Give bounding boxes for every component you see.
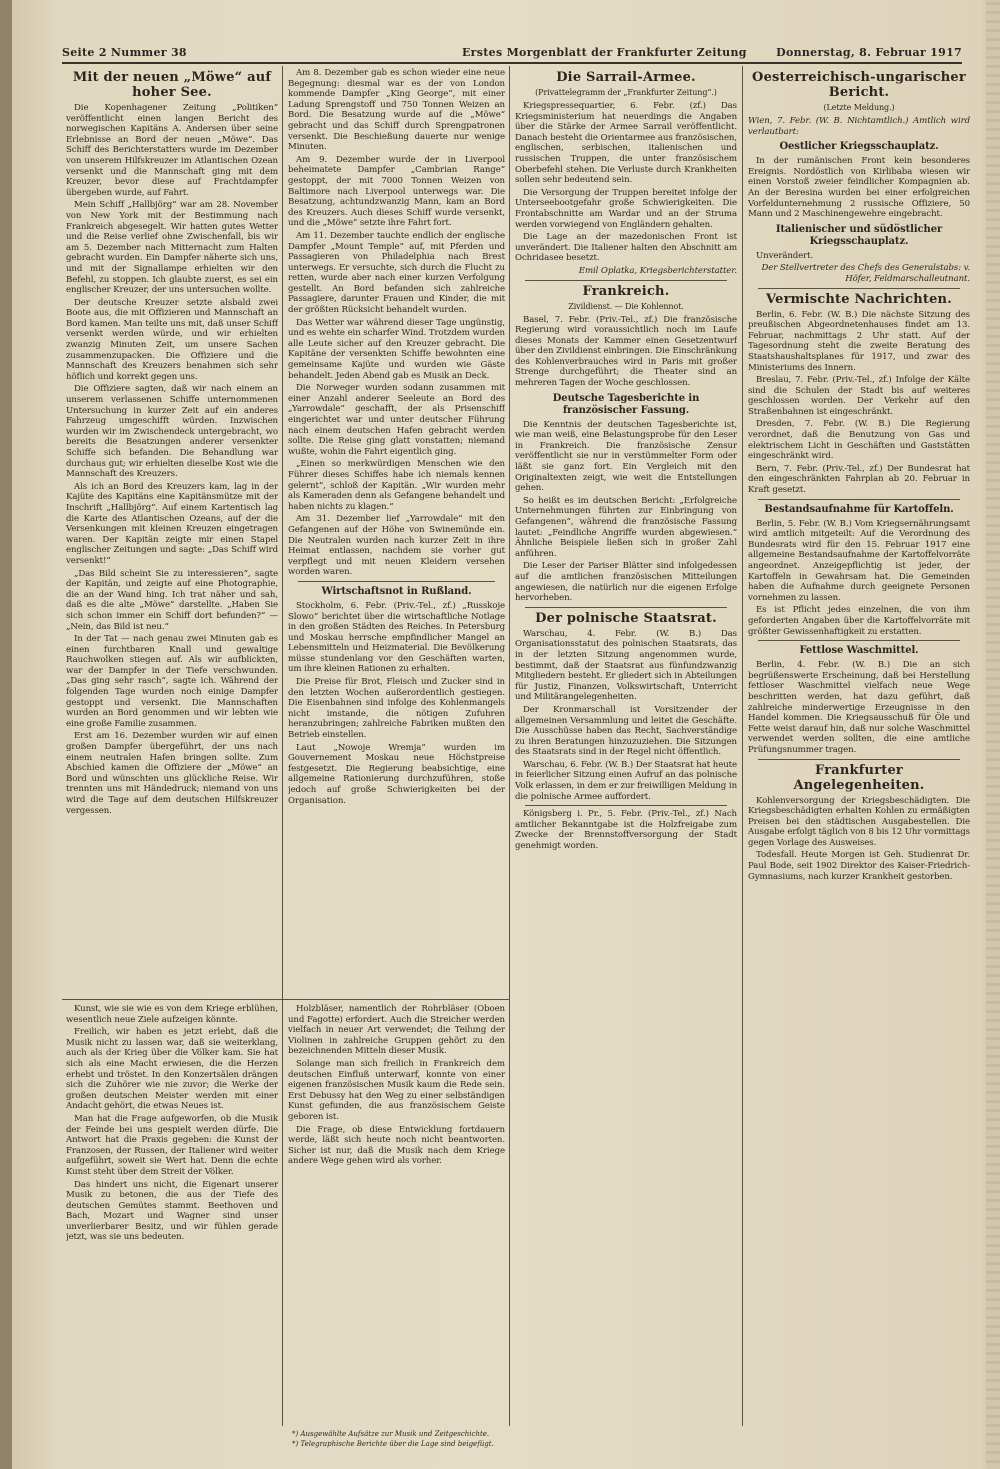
article-title-frankfurt: Frankfurter Angelegenheiten. [793, 762, 925, 793]
feuilleton-column-2 [288, 1004, 505, 1424]
section-divider [525, 280, 727, 281]
feuilleton-column-1 [66, 1004, 278, 1444]
page-edge [986, 0, 1000, 1469]
paragraph: Solange man sich freilich in Frankreich dem deutschen Einfluß unterwarf, konnte von einer eigenen französischen Musik kaum die Rede sein. Erst Debussy hat den Weg zu einer selbständigen Kunst gefunden, die aus französischem Geiste geboren ist. [288, 1058, 505, 1122]
article-subtitle: (Privattelegramm der „Frankfurter Zeitung“.) [535, 88, 717, 97]
column-4 [748, 68, 970, 1448]
paragraph: Der deutsche Kreuzer setzte alsbald zwei Boote aus, die mit Offizieren und Mannschaft an Bord kamen. Man teilte uns mit, daß unser Schiff versenkt werden würde, und wir erhielten zwanzig Minuten Zeit, um unsere Sachen zusammenzupacken. Die Offiziere und die Mannschaft des Kreuzers benahmen sich sehr höflich und korrekt gegen uns. [66, 297, 278, 382]
paragraph: Man hat die Frage aufgeworfen, ob die Musik der Feinde bei uns gespielt werden dürfe. Die Antwort hat die Praxis gegeben: die Kunst der Franzosen, der Russen, der Italiener wird weiter aufgeführt, soweit sie Wert hat. Denn die echte Kunst steht über dem Streit der Völker. [66, 1113, 278, 1177]
paragraph: Holzbläser, namentlich der Rohrbläser (Oboen und Fagotte) erfordert. Auch die Streicher werden vielfach in neuer Art verwendet; die Teilung der Violinen in zahlreiche Gruppen gehört zu den bezeichnenden Mitteln dieser Musik. [288, 1004, 505, 1057]
article-title-sarrail: Die Sarrail-Armee. [556, 70, 696, 85]
paragraph: Als ich an Bord des Kreuzers kam, lag in der Kajüte des Kapitäns eine Kapitänsmütze mit der Inschrift „Hallbjörg“. Auf einem Kartentisch lag die Karte des Atlantischen Ozeans, auf der die Versenkungen mit kleinen Kreuzen eingetragen waren. Der Kapitän zeigte mir einen Stapel englischer Zeitungen und sagte: „Das Schiff wird versenkt!“ [66, 481, 278, 566]
article-title-moewe: Mit der neuen „Möwe“ auf hoher See. [72, 70, 272, 100]
paragraph: Stockholm, 6. Febr. (Priv.-Tel., zf.) „Russkoje Slowo“ berichtet über die wirtschaftliche Notlage in den großen Städten des Reiches. In Petersburg und Moskau herrsche empfindlicher Mangel an Lebensmitteln und Heizmaterial. Die Bevölkerung müsse stundenlang vor den Geschäften warten, um ihre kleinen Rationen zu erhalten. [288, 600, 505, 675]
paragraph: Kohlenversorgung der Kriegsbeschädigten. Die Kriegsbeschädigten erhalten Kohlen zu ermäßigten Preisen bei den städtischen Ausgabestellen. Die Ausgabe erfolgt täglich von 8 bis 12 Uhr vormittags gegen Vorlage des Ausweises. [748, 795, 970, 848]
paragraph: Laut „Nowoje Wremja“ wurden im Gouvernement Moskau neue Höchstpreise festgesetzt. Die Regierung beabsichtige, eine allgemeine Rationierung durchzuführen, stoße jedoch auf große Schwierigkeiten bei der Organisation. [288, 742, 505, 806]
article-title-vermischte: Vermischte Nachrichten. [766, 291, 952, 307]
section-divider [758, 640, 960, 641]
paragraph: Die Kenntnis der deutschen Tagesberichte ist, wie man weiß, eine Belastungsprobe für den Leser in Frankreich. Die französische Zensur veröffentlicht sie nur in verstümmelter Form oder läßt sie ganz fort. Ein Vergleich mit den Originaltexten zeigt, wie weit die Entstellungen gehen. [515, 419, 737, 494]
section-divider [525, 607, 727, 608]
paragraph: Die Kopenhagener Zeitung „Politiken“ veröffentlicht einen langen Bericht des norwegischen Kapitäns A. Andersen über seine Erlebnisse an Bord der neuen „Möwe“. Das Schiff des Berichterstatters wurde im Dezember von unserem Hilfskreuzer im Atlantischen Ozean versenkt und die Mannschaft ging mit dem Kreuzer, bevor diese auf Frachtdampfer übergeben wurde, auf Fahrt. [66, 103, 278, 198]
article-title-russland: Wirtschaftsnot in Rußland. [321, 585, 472, 597]
paragraph: Am 9. Dezember wurde der in Liverpool beheimatete Dampfer „Cambrian Range“ gestoppt, der mit 7000 Tonnen Weizen von Baltimore nach Liverpool unterwegs war. Die Besatzung, achtundzwanzig Mann, kam an Bord des Kreuzers. Auch dieses Schiff wurde versenkt, und die „Möwe“ setzte ihre Fahrt fort. [288, 154, 505, 229]
paragraph: Berlin, 6. Febr. (W. B.) Die nächste Sitzung des preußischen Abgeordnetenhauses findet am 13. Februar, nachmittags 2 Uhr statt. Auf der Tagesordnung steht die zweite Beratung des Staatshaushaltsplanes für 1917, und zwar des Ministeriums des Innern. [748, 309, 970, 373]
paragraph: Der Kronmarschall ist Vorsitzender der allgemeinen Versammlung und leitet die Geschäfte. Die Ausschüsse haben das Recht, Sachverständige zu ihren Beratungen hinzuzuziehen. Die Sitzungen des Staatsrats sind in der Regel nicht öffentlich. [515, 704, 737, 758]
paragraph: Warschau, 4. Febr. (W. B.) Das Organisationsstatut des polnischen Staatsrats, das in der letzten Sitzung angenommen wurde, bestimmt, daß der Staatsrat aus fünfundzwanzig Mitgliedern besteht. Er gliedert sich in Abteilungen für Justiz, Finanzen, Volkswirtschaft, Unterricht und Militärangelegenheiten. [515, 628, 737, 703]
article-title-tagesberichte: Deutsche Tagesberichte in französischer Fassung. [552, 392, 700, 416]
front-heading-italy: Italienischer und südöstlicher Kriegsschauplatz. [775, 223, 943, 247]
paragraph: Königsberg i. Pr., 5. Febr. (Priv.-Tel., zf.) Nach amtlicher Bekanntgabe ist die Holzfreigabe zum Zwecke der Brennstoffversorgung der Stadt genehmigt worden. [515, 809, 737, 852]
paragraph: In der Tat — nach genau zwei Minuten gab es einen furchtbaren Knall und gewaltige Rauchwolken stiegen auf. Als wir aufblickten, war der Dampfer in der Tiefe verschwunden. „Das ging sehr rasch“, sagte ich. Während der folgenden Tage wurden noch einige Dampfer gestoppt und versenkt. Die Mannschaften wurden an Bord genommen und wir lebten wie eine große Familie zusammen. [66, 634, 278, 729]
paragraph: Mein Schiff „Hallbjörg“ war am 28. November von New York mit der Bestimmung nach Frankreich abgesegelt. Wir hatten gutes Wetter und die Reise verlief ohne Zwischenfall, bis wir am 5. Dezember nach Mitternacht zum Halten gebracht wurden. Ein Dampfer näherte sich uns, und mit der Signallampe erhielten wir den Befehl, zu stoppen. Ich glaubte zuerst, es sei ein englischer Kreuzer, der uns untersuchen wollte. [66, 200, 278, 296]
paragraph: Am 11. Dezember tauchte endlich der englische Dampfer „Mount Temple“ auf, mit Pferden und Passagieren von Philadelphia nach Brest unterwegs. Er versuchte, sich durch die Flucht zu retten, wurde aber nach einer kurzen Verfolgung gestellt. An Bord befanden sich zahlreiche Passagiere, darunter Frauen und Kinder, die mit der größten Rücksicht behandelt wurden. [288, 230, 505, 316]
feuilleton-footnote: *) Ausgewählte Aufsätze zur Musik und Zeitgeschichte. [292, 1430, 490, 1438]
paragraph: Dresden, 7. Febr. (W. B.) Die Regierung verordnet, daß die Benutzung von Gas und elektrischem Licht in Geschäften und Gaststätten eingeschränkt wird. [748, 419, 970, 462]
paragraph: Die Frage, ob diese Entwicklung fortdauern werde, läßt sich heute noch nicht beantworten. Sicher ist nur, daß die Musik nach dem Kriege andere Wege gehen wird als vorher. [288, 1124, 505, 1167]
paragraph: In der rumänischen Front kein besonderes Ereignis. Nordöstlich von Kirlibaba wiesen wir einen Vorstoß zweier feindlicher Kompagnien ab. An der Beresina wurden bei einer erfolgreichen Vorfeldunternehmung 2 russische Offiziere, 50 Mann und 2 Maschinengewehre eingebracht. [748, 156, 970, 220]
front-heading-east: Oestlicher Kriegsschauplatz. [779, 141, 939, 153]
paragraph: Das hindert uns nicht, die Eigenart unserer Musik zu betonen, die aus der Tiefe des deutschen Gemütes stammt. Beethoven und Bach, Mozart und Wagner sind unser unverlierbarer Besitz, und wir fühlen gerade jetzt, was sie uns bedeuten. [66, 1179, 278, 1243]
russland-footnote: *) Telegraphische Berichte über die Lage sind beigefügt. [292, 1440, 494, 1448]
author-signature: Emil Oplatka, Kriegsberichterstatter. [578, 265, 737, 276]
column-2 [288, 68, 505, 996]
paragraph: „Das Bild scheint Sie zu interessieren“, sagte der Kapitän, und zeigte auf eine Photographie, die an der Wand hing. Ich trat näher und sah, daß es die alte „Möwe“ darstellte. „Haben Sie sich schon immer ein Schiff dort befunden?“ — „Nein, das Bild ist neu.“ [66, 568, 278, 632]
paragraph: Erst am 16. Dezember wurden wir auf einen großen Dampfer übergeführt, der uns nach einem neutralen Hafen bringen sollte. Zum Abschied kamen die Offiziere der „Möwe“ an Bord und wünschten uns glückliche Reise. Wir trennten uns mit Händedruck; niemand von uns wird die Tage auf dem deutschen Hilfskreuzer vergessen. [66, 731, 278, 816]
masthead-rule [62, 62, 962, 64]
paragraph: Bern, 7. Febr. (Priv.-Tel., zf.) Der Bundesrat hat den eingeschränkten Fahrplan ab 20. Februar in Kraft gesetzt. [748, 463, 970, 496]
dateline: Wien, 7. Febr. (W. B. Nichtamtlich.) Amtlich wird verlautbart: [748, 116, 970, 137]
newspaper-name: Erstes Morgenblatt der Frankfurter Zeitung [462, 46, 747, 59]
paragraph: Todesfall. Heute Morgen ist Geh. Studienrat Dr. Paul Bode, seit 1902 Direktor des Kaiser-Friedrich-Gymnasiums, nach kurzer Krankheit gestorben. [748, 850, 970, 882]
column-rule-1 [282, 66, 283, 1426]
section-divider [758, 288, 960, 289]
paragraph: Am 8. Dezember gab es schon wieder eine neue Begegnung: diesmal war es der von London kommende Dampfer „King George“, mit einer Ladung Sprengstoff und 750 Tonnen Weizen an Bord. Die Besatzung wurde auf die „Möwe“ gebracht und das Schiff durch Sprengpatronen versenkt. Die Beschießung dauerte nur wenige Minuten. [288, 68, 505, 153]
paragraph: Es ist Pflicht jedes einzelnen, die von ihm geforderten Angaben über die Kartoffelvorräte mit größter Gewissenhaftigkeit zu erstatten. [748, 605, 970, 637]
article-title-staatsrat: Der polnische Staatsrat. [535, 610, 717, 626]
column-1 [66, 68, 278, 996]
masthead [62, 44, 962, 62]
paragraph: Die Versorgung der Truppen bereitet infolge der Unterseebootgefahr große Schwierigkeiten. Die Frontabschnitte am Wardar und an der Struma werden vorwiegend von Engländern gehalten. [515, 187, 737, 230]
article-title-waschmittel: Fettlose Waschmittel. [799, 645, 919, 657]
author-signature: Der Stellvertreter des Chefs des Generalstabs: v. Höfer, Feldmarschalleutnant. [761, 263, 970, 284]
section-divider [758, 499, 960, 500]
paragraph: Die Preise für Brot, Fleisch und Zucker sind in den letzten Wochen außerordentlich gestiegen. Die Eisenbahnen sind infolge des Kohlenmangels nicht imstande, die nötigen Zufuhren heranzubringen; zahlreiche Fabriken mußten den Betrieb einstellen. [288, 677, 505, 741]
page-number: Seite 2 Nummer 38 [62, 46, 187, 59]
paragraph: Berlin, 5. Febr. (W. B.) Vom Kriegsernährungsamt wird amtlich mitgeteilt: Auf die Verordnung des Bundesrats wird für den 15. Februar 1917 eine allgemeine Bestandsaufnahme der Kartoffelvorräte angeordnet. Anzeigepflichtig ist jeder, der Kartoffeln in Gewahrsam hat. Die Gemeinden haben die Aufnahme durch geeignete Personen vornehmen zu lassen. [748, 518, 970, 603]
feuilleton-rule [62, 999, 509, 1000]
paragraph: Breslau, 7. Febr. (Priv.-Tel., zf.) Infolge der Kälte sind die Schulen der Stadt bis auf weiteres geschlossen worden. Der Verkehr auf den Straßenbahnen ist eingeschränkt. [748, 375, 970, 417]
article-subtitle: Zivildienst. — Die Kohlennot. [568, 301, 684, 311]
paragraph: Das Wetter war während dieser Tage ungünstig, und es wehte ein scharfer Wind. Trotzdem wurden alle Leute sicher auf den Kreuzer gebracht. Die Kapitäne der versenkten Schiffe bewohnten eine gemeinsame Kajüte und wurden wie Gäste behandelt. Jeden Abend gab es Musik an Deck. [288, 317, 505, 381]
paragraph: Kunst, wie sie wie es von dem Kriege erblühen, wesentlich neue Ziele aufzeigen könnte. [66, 1004, 278, 1025]
paragraph: Unverändert. [756, 250, 814, 261]
article-title-frankreich: Frankreich. [582, 283, 670, 299]
paragraph: Die Offiziere sagten, daß wir nach einem an unserem verlassenen Schiffe unternommenen Untersuchung in kurzer Zeit auf ein anderes Fahrzeug umgeschifft würden. Inzwischen wurden wir im Zwischendeck untergebracht, wo bereits die Besatzungen anderer versenkter Schiffe sich befanden. Die Behandlung war durchaus gut; wir erhielten dieselbe Kost wie die Mannschaft des Kreuzers. [66, 384, 278, 480]
article-subtitle: (Letzte Meldung.) [823, 103, 895, 112]
section-divider [525, 805, 727, 806]
issue-date: Donnerstag, 8. Februar 1917 [776, 46, 962, 59]
paragraph: Berlin, 4. Febr. (W. B.) Die an sich begrüßenswerte Erscheinung, daß bei Herstellung fettloser Waschmittel vielfach neue Wege beschritten werden, hat dazu geführt, daß zahlreiche minderwertige Erzeugnisse in den Handel kommen. Die Kriegsausschuß für Öle und Fette weist darauf hin, daß nur solche Waschmittel verwendet werden sollten, die eine amtliche Prüfungsnummer tragen. [748, 660, 970, 755]
column-3 [515, 68, 737, 1448]
article-title-oesterreich: Oesterreichisch-ungarischer Bericht. [752, 70, 966, 100]
section-divider [298, 581, 495, 582]
paragraph: Am 31. Dezember lief „Yarrowdale“ mit den Gefangenen auf der Höhe von Swinemünde ein. Die Neutralen wurden nach kurzer Zeit in ihre Heimat entlassen, nachdem sie vorher gut verpflegt und mit neuen Kleidern versehen worden waren. [288, 514, 505, 578]
paragraph: Warschau, 6. Febr. (W. B.) Der Staatsrat hat heute in feierlicher Sitzung einen Aufruf an das polnische Volk erlassen, in dem er zur freiwilligen Meldung in die polnische Armee auffordert. [515, 759, 737, 802]
column-rule-3 [742, 66, 743, 1426]
paragraph: „Einen so merkwürdigen Menschen wie den Führer dieses Schiffes habe ich niemals kennen gelernt“, schloß der Kapitän. „Wir wurden mehr als Kameraden denn als Gefangene behandelt und haben nichts zu klagen.“ [288, 459, 505, 512]
paragraph: Kriegspressequartier, 6. Febr. (zf.) Das Kriegsministerium hat neuerdings die Angaben über die Stärke der Armee Sarrail veröffentlicht. Danach besteht die Orientarmee aus französischen, englischen, serbischen, italienischen und russischen Truppen, die unter französischem Oberbefehl stehen. Die Verluste durch Krankheiten sollen sehr bedeutend sein. [515, 101, 737, 186]
paragraph: So heißt es im deutschen Bericht: „Erfolgreiche Unternehmungen führten zur Einbringung von Gefangenen“, während die französische Fassung lautet: „Feindliche Angriffe wurden abgewiesen.“ Ähnliche Beispiele ließen sich in großer Zahl anführen. [515, 495, 737, 559]
paragraph: Die Norweger wurden sodann zusammen mit einer Anzahl anderer Seeleute an Bord des „Yarrowdale“ geschafft, der als Prisenschiff eingerichtet war und unter deutscher Führung nach einem deutschen Hafen gebracht werden sollte. Die Reise ging glatt vonstatten; niemand wußte, wohin die Fahrt eigentlich ging. [288, 383, 505, 457]
paragraph: Die Lage an der mazedonischen Front ist unverändert. Die Italiener halten den Abschnitt am Ochridasee besetzt. [515, 232, 737, 264]
page-binding [0, 0, 12, 1469]
paragraph: Freilich, wir haben es jetzt erlebt, daß die Musik nicht zu lassen war, daß sie weiterklang, auch als der Krieg über die Völker kam. Sie hat sich als eine Macht erwiesen, die die Herzen erhebt und tröstet. In den Konzertsälen drängen sich die Zuhörer wie nie zuvor; die Werke der großen deutschen Meister werden mit einer Andacht gehört, die etwas Neues ist. [66, 1027, 278, 1112]
paragraph: Basel, 7. Febr. (Priv.-Tel., zf.) Die französische Regierung wird voraussichtlich noch im Laufe dieses Monats der Kammer einen Gesetzentwurf über den Zivildienst einbringen. Die Einschränkung des Kohlenverbrauches wird in Paris mit großer Strenge durchgeführt; die Theater sind an mehreren Tagen der Woche geschlossen. [515, 314, 737, 389]
column-rule-2 [509, 66, 510, 1426]
section-divider [758, 759, 960, 760]
article-title-kartoffeln: Bestandsaufnahme für Kartoffeln. [764, 503, 954, 515]
paragraph: Die Leser der Pariser Blätter sind infolgedessen auf die amtlichen französischen Mitteilungen angewiesen, die natürlich nur die eigenen Erfolge hervorheben. [515, 561, 737, 604]
